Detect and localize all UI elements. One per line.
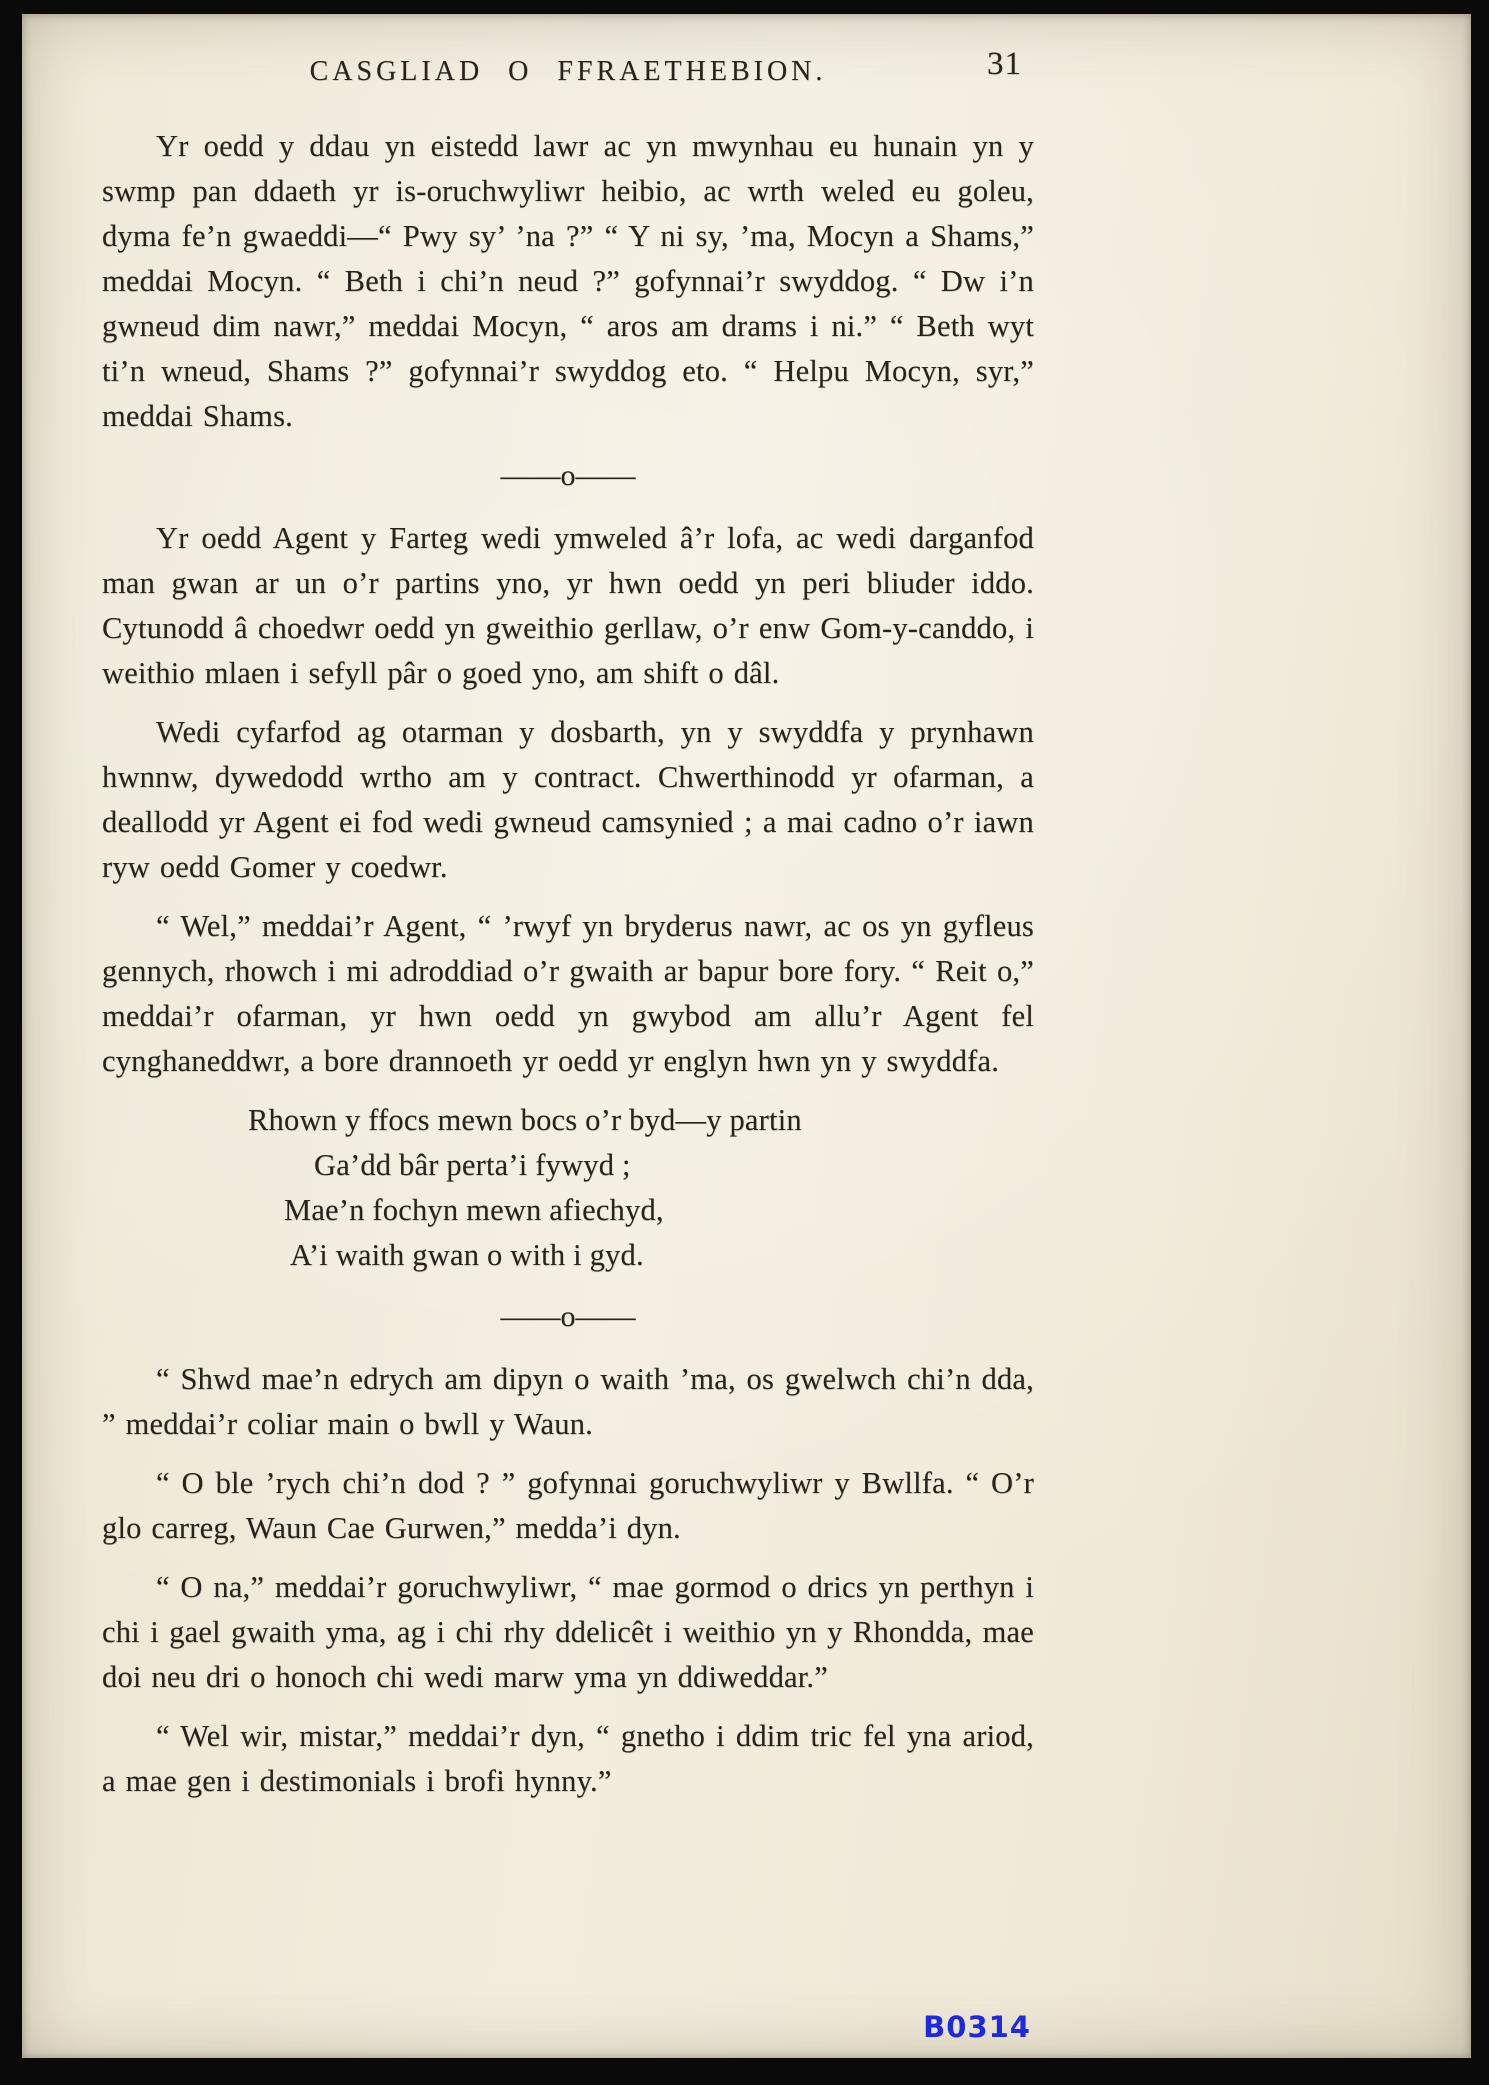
catalog-stamp: B0314: [923, 2010, 1031, 2044]
paragraph-6: “ O ble ’rych chi’n dod ? ” gofynnai goruchwyliwr y Bwllfa. “ O’r glo carreg, Waun Cae Gurwen,” medda’i dyn.: [102, 1466, 1034, 1545]
paragraph-4: “ Wel,” meddai’r Agent, “ ’rwyf yn bryderus nawr, ac os yn gyfleus gennych, rhowch i mi adroddiad o’r gwaith ar bapur bore fory. “ Reit o,” meddai’r ofarman, yr hwn oedd yn gwybod am allu’r Agent fel cynghaneddwr, a bore drannoeth yr oedd yr englyn hwn yn y swyddfa.: [102, 909, 1034, 1078]
running-head: [102, 48, 1034, 106]
poem-line-2: Ga’dd bâr perta’i fywyd ;: [314, 1148, 631, 1182]
running-title: CASGLIAD O FFRAETHEBION.: [309, 56, 827, 87]
poem-line-1: Rhown y ffocs mewn bocs o’r byd—y partin: [248, 1103, 802, 1137]
poem-line-4: A’i waith gwan o with i gyd.: [290, 1238, 644, 1272]
paragraph-1: Yr oedd y ddau yn eistedd lawr ac yn mwynhau eu hunain yn y swmp pan ddaeth yr is-oruchwyliwr heibio, ac wrth weled eu goleu, dyma fe’n gwaeddi—“ Pwy sy’ ’na ?” “ Y ni sy, ’ma, Mocyn a Shams,” meddai Mocyn. “ Beth i chi’n neud ?” gofynnai’r swyddog. “ Dw i’n gwneud dim nawr,” meddai Mocyn, “ aros am drams i ni.” “ Beth wyt ti’n wneud, Shams ?” gofynnai’r swyddog eto. “ Helpu Mocyn, syr,” meddai Shams.: [102, 129, 1034, 433]
divider-ornament: ——o——: [500, 459, 636, 492]
text-column: [102, 48, 1034, 1818]
section-divider-2: [102, 1294, 1034, 1339]
paragraph-7: “ O na,” meddai’r goruchwyliwr, “ mae gormod o drics yn perthyn i chi i gael gwaith yma, ag i chi rhy ddelicêt i weithio yn y Rhondda, mae doi neu dri o honoch chi wedi marw yma yn ddiweddar.”: [102, 1570, 1034, 1694]
book-page-paper: [22, 14, 1471, 2058]
divider-ornament: ——o——: [500, 1300, 636, 1333]
paragraph-2: Yr oedd Agent y Farteg wedi ymweled â’r lofa, ac wedi darganfod man gwan ar un o’r partins yno, yr hwn oedd yn peri bliuder iddo. Cytunodd â choedwr oedd yn gweithio gerllaw, o’r enw Gom-y-canddo, i weithio mlaen i sefyll pâr o goed yno, am shift o dâl.: [102, 521, 1034, 690]
paragraph-3: Wedi cyfarfod ag otarman y dosbarth, yn y swyddfa y prynhawn hwnnw, dywedodd wrtho am y contract. Chwerthinodd yr ofarman, a deallodd yr Agent ei fod wedi gwneud camsynied ; a mai cadno o’r iawn ryw oedd Gomer y coedwr.: [102, 715, 1034, 884]
englyn-poem: [102, 1098, 1034, 1278]
poem-line-3: Mae’n fochyn mewn afiechyd,: [284, 1193, 664, 1227]
paragraph-5: “ Shwd mae’n edrych am dipyn o waith ’ma, os gwelwch chi’n dda, ” meddai’r coliar main o bwll y Waun.: [102, 1362, 1034, 1441]
section-divider-1: [102, 453, 1034, 498]
paragraph-8: “ Wel wir, mistar,” meddai’r dyn, “ gnetho i ddim tric fel yna ariod, a mae gen i destimonials i brofi hynny.”: [102, 1719, 1034, 1798]
page-number: 31: [987, 46, 1022, 82]
